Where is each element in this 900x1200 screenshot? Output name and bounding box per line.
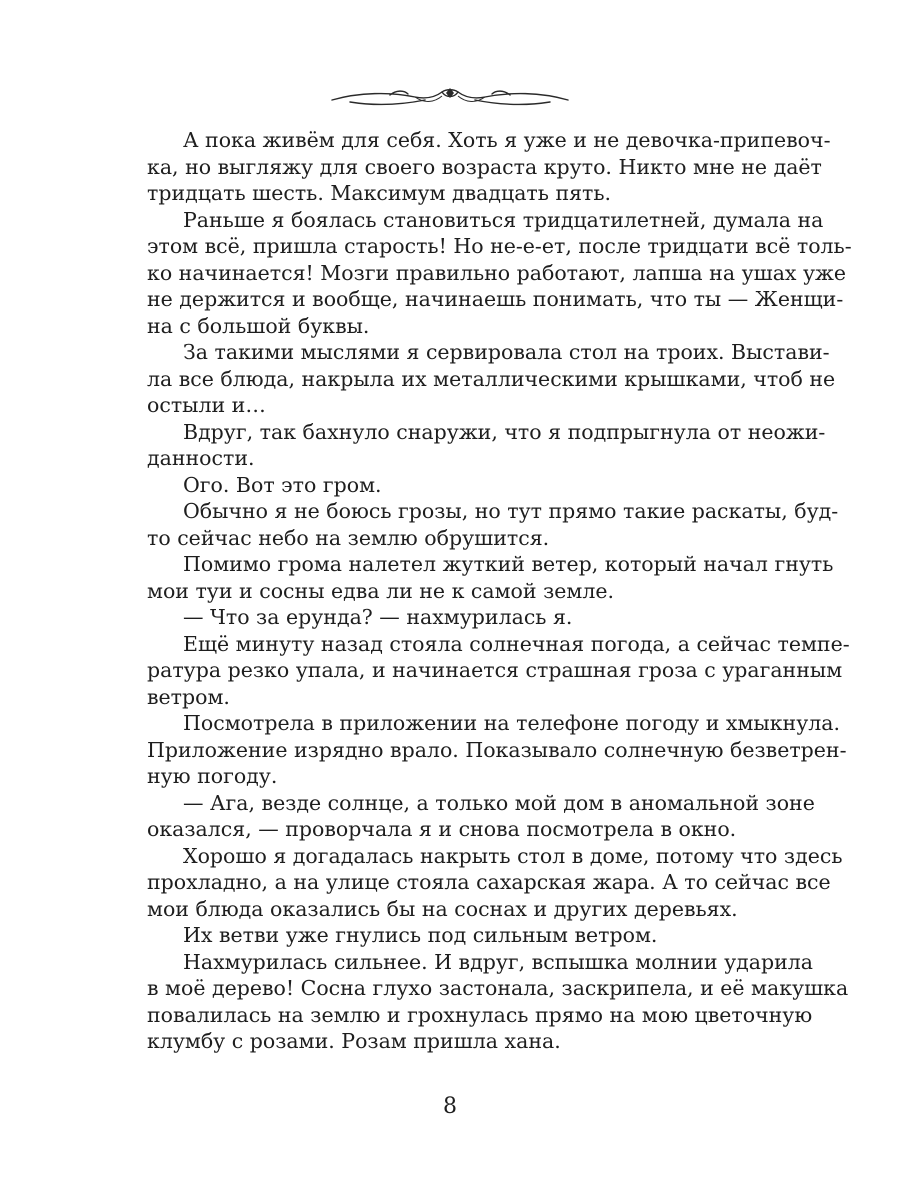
text-line: тридцать шесть. Максимум двадцать пять.	[147, 181, 612, 205]
text-line: ратура резко упала, и начинается страшная гроза с ураганным	[147, 658, 843, 682]
text-line: мои блюда оказались бы на соснах и других деревьях.	[147, 896, 738, 921]
text-line: то сейчас небо на землю обрушится.	[147, 525, 550, 550]
text-line: мои туи и сосны едва ли не к самой земле.	[147, 578, 615, 603]
text-line: повалилась на землю и грохнулась прямо на мою цветочную	[147, 1002, 813, 1027]
text-line: Нахмурилась сильнее. И вдруг, вспышка молнии ударила	[183, 949, 814, 974]
text-line: прохладно, а на улице стояла сахарская жара. А то сейчас все	[147, 870, 831, 894]
text-line: ветром.	[147, 684, 230, 709]
text-line: За такими мыслями я сервировала стол на троих. Выстави-	[183, 340, 830, 364]
text-line: оказался, — проворчала я и снова посмотрела в окно.	[147, 817, 737, 841]
text-line: этом всё, пришла старость! Но не-е-ет, после тридцати всё толь-	[147, 234, 852, 258]
text-line: — Что за ерунда? — нахмурилась я.	[183, 605, 573, 629]
text-line: не держится и вообще, начинаешь понимать, что ты — Женщи-	[147, 287, 844, 311]
text-line: Ещё минуту назад стояла солнечная погода, а сейчас темпе-	[183, 631, 850, 656]
text-line: Хорошо я догадалась накрыть стол в доме, потому что здесь	[183, 843, 843, 868]
body-text	[147, 127, 852, 1055]
text-line: ка, но выгляжу для своего возраста круто. Никто мне не даёт	[147, 154, 822, 179]
text-line: ла все блюда, накрыла их металлическими крышками, чтоб не	[147, 366, 836, 391]
text-line: Вдруг, так бахнуло снаружи, что я подпрыгнула от неожи-	[183, 419, 826, 444]
page-number: 8	[443, 1094, 457, 1119]
text-line: ко начинается! Мозги правильно работают, лапша на ушах уже	[147, 260, 847, 285]
text-line: — Ага, везде солнце, а только мой дом в аномальной зоне	[183, 790, 815, 815]
text-line: Раньше я боялась становиться тридцатилетней, думала на	[183, 207, 824, 232]
text-line: Помимо грома налетел жуткий ветер, который начал гнуть	[183, 552, 834, 576]
text-line: Приложение изрядно врало. Показывало солнечную безветрен-	[147, 737, 847, 762]
text-line: ную погоду.	[147, 764, 278, 788]
text-line: Их ветви уже гнулись под сильным ветром.	[183, 923, 658, 947]
text-line: Посмотрела в приложении на телефоне погоду и хмыкнула.	[183, 711, 841, 735]
text-line: остыли и…	[147, 393, 266, 417]
text-line: клумбу с розами. Розам пришла хана.	[147, 1029, 561, 1053]
text-line: на с большой буквы.	[147, 313, 370, 338]
text-line: Обычно я не боюсь грозы, но тут прямо такие раскаты, буд-	[183, 499, 839, 523]
text-line: А пока живём для себя. Хоть я уже и не девочка-припевоч-	[183, 128, 831, 152]
text-line: в моё дерево! Сосна глухо застонала, заскрипела, и её макушка	[147, 976, 849, 1000]
text-line: данности.	[147, 446, 255, 470]
text-line: Ого. Вот это гром.	[183, 472, 382, 497]
flourish-divider-icon	[330, 80, 570, 114]
